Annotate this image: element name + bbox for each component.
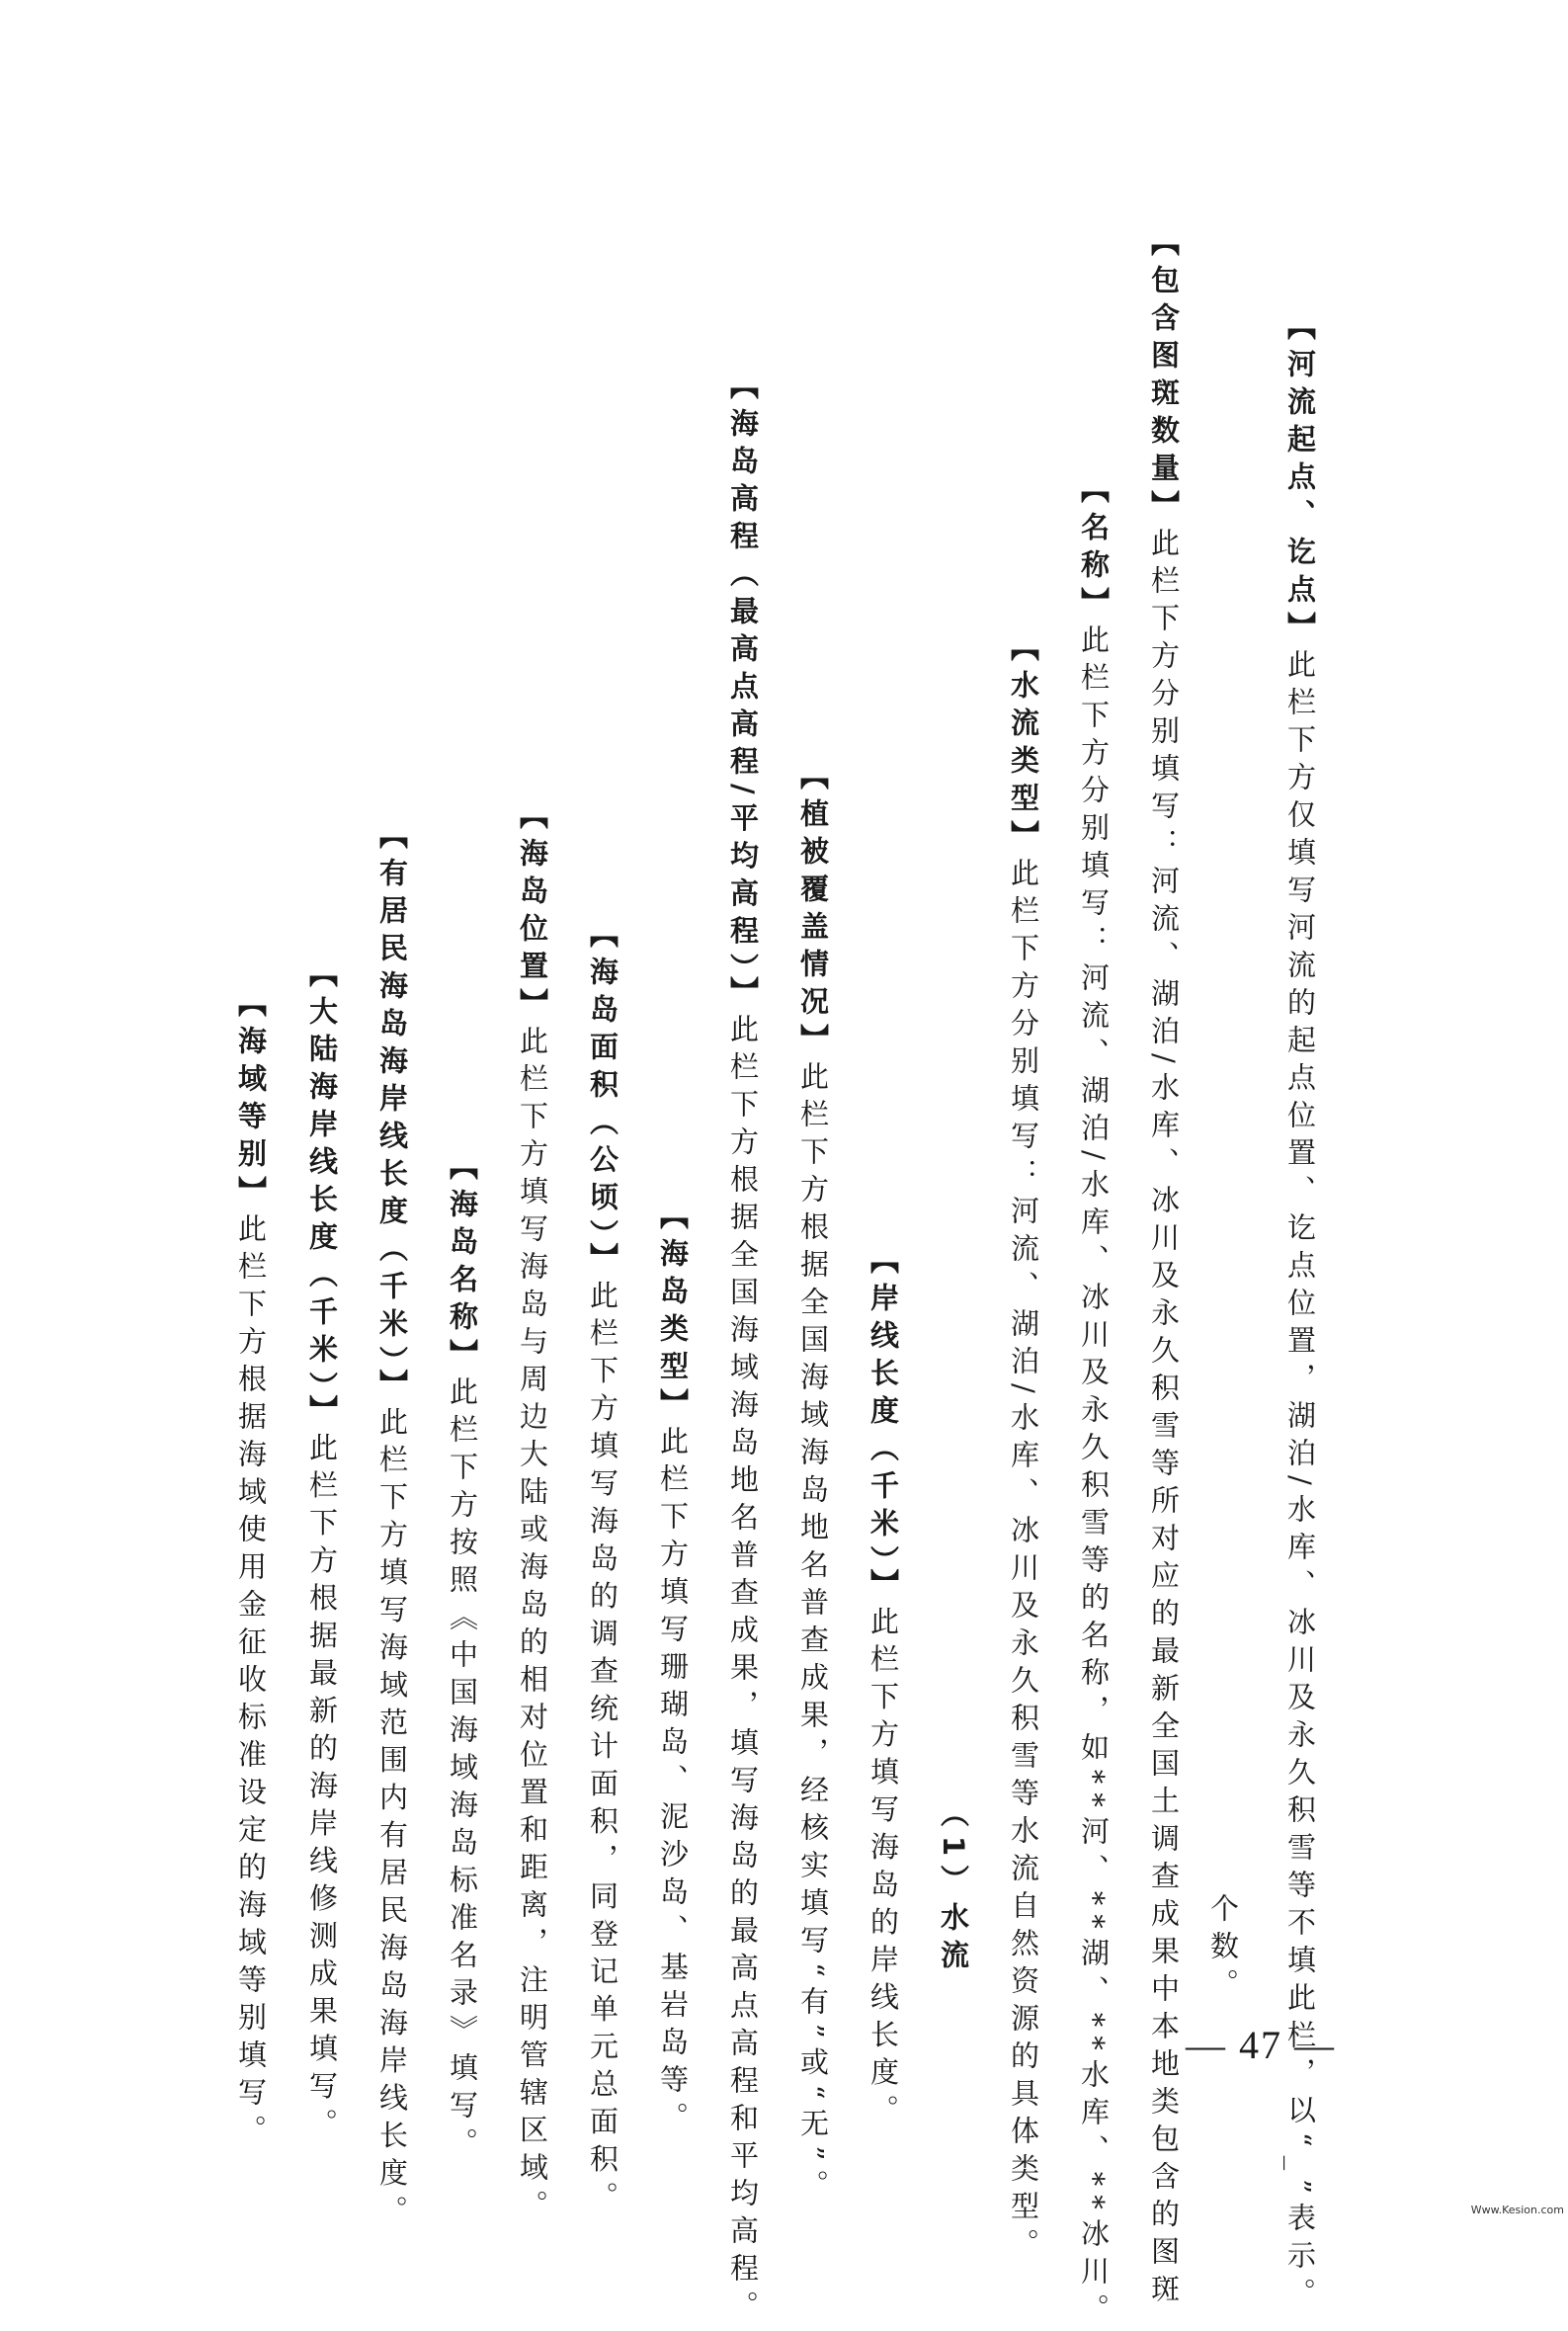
- line-island-elevation: [727, 371, 759, 2328]
- line-mainland-coastline: [306, 958, 338, 2146]
- line-text: 此栏下方填写珊瑚岛、泥沙岛、基岩岛等。: [656, 1426, 690, 2139]
- line-text: 此栏下方填写海域范围内有居民海岛海岸线长度。: [375, 1406, 409, 2233]
- line-label: 【海岛面积（公顷）】: [586, 919, 619, 1281]
- line-river-start-end: [1284, 311, 1316, 2315]
- line-text: 此栏下方分别填写：河流、湖泊/水库、冰川及永久积雪等水流自然资源的具体类型。: [1007, 858, 1040, 2266]
- line-water-flow-type: [1008, 632, 1039, 2266]
- watermark: Www.Kesion.com: [1470, 2204, 1564, 2216]
- line-label: 【海岛名称】: [446, 1151, 479, 1376]
- line-text: 个数。: [1206, 1893, 1240, 2006]
- line-island-type: [657, 1201, 689, 2139]
- line-label: 【有居民海岛海岸线长度（千米）】: [375, 820, 409, 1407]
- line-text: 此栏下方填写海岛与周边大陆或海岛的相对位置和距离，注明管辖区域。: [516, 1026, 549, 2227]
- line-vegetation-cover: [797, 761, 829, 2206]
- page-number: — 47 —: [1186, 2023, 1336, 2067]
- line-text: 此栏下方根据全国海域海岛地名普查成果，经核实填写“有”或“无”。: [796, 1061, 830, 2207]
- line-label: 【植被覆盖情况】: [796, 761, 830, 1061]
- line-label: 【名称】: [1077, 474, 1111, 624]
- section-heading-water-flow: [938, 1798, 969, 1977]
- line-text: 此栏下方填写海岛的调查统计面积，同登记单元总面积。: [586, 1280, 619, 2219]
- line-label: 【海域等别】: [234, 988, 268, 1213]
- line-text: 此栏下方填写海岛的岸线长度。: [867, 1606, 900, 2132]
- line-island-area: [587, 919, 619, 2219]
- line-label: 【河流起点、讫点】: [1283, 311, 1317, 649]
- line-text: 此栏下方分别填写：河流、湖泊/水库、冰川及永久积雪等的名称，如**河、**湖、**水库、**冰川。: [1077, 624, 1111, 2331]
- line-patch-count: [1148, 227, 1180, 2311]
- line-island-name: [447, 1151, 478, 2165]
- line-label: 【海岛位置】: [516, 800, 549, 1026]
- line-shoreline-length: [867, 1245, 899, 2132]
- line-name: [1078, 474, 1110, 2331]
- line-island-location: [517, 800, 548, 2227]
- line-text: 此栏下方根据最新的海岸线修测成果填写。: [305, 1432, 339, 2146]
- line-label: 【大陆海岸线长度（千米）】: [305, 958, 339, 1433]
- line-text: 此栏下方按照《中国海域海岛标准名录》填写。: [446, 1376, 479, 2165]
- line-text: 此栏下方根据全国海域海岛地名普查成果，填写海岛的最高点高程和平均高程。: [726, 1014, 760, 2329]
- line-label: 【海岛高程（最高点高程/平均高程）】: [726, 371, 760, 1015]
- line-label: 【包含图斑数量】: [1147, 227, 1181, 528]
- line-patch-count-continued: [1207, 1893, 1239, 2006]
- line-label: 【岸线长度（千米）】: [867, 1245, 900, 1607]
- line-label: 【水流类型】: [1007, 632, 1040, 858]
- line-inhabited-island-coastline: [376, 820, 408, 2233]
- section-heading: （1）水流: [937, 1798, 970, 1978]
- line-text: 此栏下方分别填写：河流、湖泊/水库、冰川及永久积雪等所对应的最新全国土调查成果中本地类包含的图斑: [1147, 528, 1181, 2311]
- line-text: 此栏下方根据海域使用金征收标准设定的海域等别填写。: [234, 1213, 268, 2152]
- line-label: 【海岛类型】: [656, 1201, 690, 1426]
- line-sea-area-grade: [235, 988, 267, 2152]
- line-text: 此栏下方仅填写河流的起点位置、讫点位置，湖泊/水库、冰川及永久积雪等不填此栏，以“_”表示。: [1283, 649, 1317, 2315]
